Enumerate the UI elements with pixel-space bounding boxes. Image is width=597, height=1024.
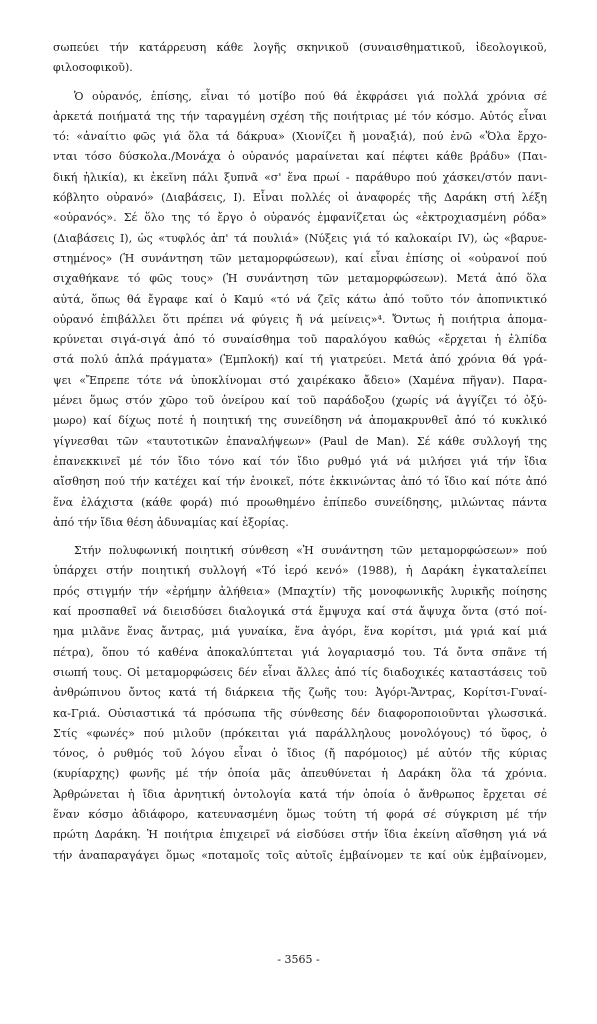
text-line: ἀνθρώπινου ὄντος κατά τή διάρκεια τῆς ζωῆς του: Ἀγόρι-Ἄντρας, Κορίτσι-Γυναί- xyxy=(53,686,547,700)
text-line: τόνος, ὁ ρυθμός τοῦ λόγου εἶναι ὁ ἴδιος (ἤ παρόμοιος) μέ αὐτόν τῆς κύριας xyxy=(53,747,547,761)
text-line: (Διαβάσεις Ι), ὡς «τυφλός ἀπ' τά πουλιά» (Νύξεις γιά τό καλοκαίρι IV), ὡς «βαρυε- xyxy=(53,231,547,245)
text-line: πρώτη Δαράκη. Ἡ ποιήτρια ἐπιχειρεῖ νά εἰσδύσει στήν ἴδια ἐκείνη αἴσθηση γιά νά xyxy=(53,828,547,842)
text-line: αὐτά, ὅπως θά ἔγραφε καί ὁ Καμύ «τό νά ζεῖς κάτω ἀπό τοῦτο τόν ἀποπνικτικό xyxy=(53,292,547,306)
text-line: Ἀρθρώνεται ἡ ἴδια ἀρνητική ὀντολογία κατά τήν ὁποία ὁ ἄνθρωπος ἔρχεται σέ xyxy=(53,787,547,801)
text-line: κρύνεται σιγά-σιγά ἀπό τό συναίσθημα τοῦ παραλόγου καθώς «ἔρχεται ἡ ἐλπίδα xyxy=(53,333,547,347)
text-line: ἀρκετά ποιήματά της τήν ταραγμένη σχέση τῆς ποιήτριας μέ τόν κόσμο. Αὐτός εἶναι xyxy=(53,109,547,123)
text-line: μωρο) καί δίχως ποτέ ἡ ποιητική της συνείδηση νά ἀπομακρυνθεῖ ἀπό τό κυκλικό xyxy=(53,414,547,428)
page-number: - 3565 - xyxy=(277,953,320,966)
text-line: «οὐρανός». Σέ ὅλο της τό ἔργο ὁ οὐρανός ἐμφανίζεται ὡς «ἐκτροχιασμένη ρόδα» xyxy=(53,211,547,225)
text-line: νται τόσο δύσκολα./Μονάχα ὁ οὐρανός μαραίνεται καί πέφτει κάθε βράδυ» (Παι- xyxy=(53,150,547,164)
text-line: Στίς «φωνές» πού μιλοῦν (πρόκειται γιά παράλληλους μονολόγους) τό ὕφος, ὁ xyxy=(53,726,547,740)
text-line: στά πολύ ἁπλά πράγματα» (Ἐμπλοκή) καί τή γιατρεύει. Μετά ἀπό χρόνια θά γρά- xyxy=(53,353,547,367)
text-line: καί προσπαθεῖ νά διεισδύσει διαλογικά στά ἔμψυχα καί στά ἄψυχα ὄντα (στό ποί- xyxy=(53,605,547,619)
text-line: ημα μιλᾶνε ἕνας ἄντρας, μιά γυναίκα, ἕνα ἀγόρι, ἕνα κορίτσι, μιά γριά καί μιά xyxy=(53,625,547,639)
text-line: πέτρα), ὅπου τό καθένα ἀποκαλύπτεται γιά λογαριασμό του. Τά ὄντα σπᾶνε τή xyxy=(53,645,547,659)
text-line: σιχαθήκανε τό φῶς τους» (Ἡ συνάντηση τῶν μεταμορφώσεων). Μετά ἀπό ὅλα xyxy=(53,272,547,286)
text-line: ἀπό τήν ἴδια θέση ἀδυναμίας καί ἐξορίας. xyxy=(53,515,289,529)
paragraph-1 xyxy=(53,38,547,79)
text-line: τό: «ἀναίτιο φῶς γιά ὅλα τά δάκρυα» (Χιονίζει ἤ μοναξιά), πού ἐνῶ «Ὅλα ἔρχο- xyxy=(53,130,547,144)
text-line: ψει «Ἔπρεπε τότε νά ὑποκλίνομαι στό χαιρέκακο ἄδειο» (Χαμένα πῆγαν). Παρα- xyxy=(53,373,547,387)
text-line: οὐρανό ἐπιβάλλει ὅτι πρέπει νά φύγεις ἤ νά μείνεις»⁴. Ὄντως ἡ ποιήτρια ἀπομα- xyxy=(53,312,547,326)
text-line: σιωπή τους. Οἱ μεταμορφώσεις δέν εἶναι ἄλλες ἀπό τίς διαδοχικές καταστάσεις τοῦ xyxy=(53,665,547,679)
text-line: στημένος» (Ἡ συνάντηση τῶν μεταμορφώσεων), καί εἶναι ἐπίσης οἱ «οὐρανοί πού xyxy=(53,251,547,265)
text-line: κόβλητο οὐρανό» (Διαβάσεις, Ι). Εἶναι πολλές οἱ ἀναφορές τῆς Δαράκη στή λέξη xyxy=(53,191,547,205)
text-line: φιλοσοφικοῦ). xyxy=(53,61,133,75)
text-line: σωπεύει τήν κατάρρευση κάθε λογῆς σκηνικοῦ (συναισθηματικοῦ, ἰδεολογικοῦ, xyxy=(53,41,547,54)
text-line: δική ἡλικία), κι ἐκεῖνη πάλι ξυπνᾶ «σ' ἕνα πρωί - παράθυρο πού χάσκει/στόν πανι- xyxy=(53,170,547,184)
text-line: ἕναν κόσμο ἀδιάφορο, κατευνασμένη ὅμως τούτη τή φορά σέ σύγκριση μέ τήν xyxy=(53,807,547,821)
paragraph-3 xyxy=(53,541,547,866)
text-line: πρός στιγμήν τήν «ἐρήμην ἀλήθεια» (Μπαχτίν) τῆς μονοφωνικῆς λυρικῆς ποίησης xyxy=(53,584,547,598)
text-line: ἕνα ἐλάχιστα (κάθε φορά) πιό προωθημένο ἐπίπεδο συνείδησης, μιλώντας πάντα xyxy=(53,495,547,509)
document-body xyxy=(53,38,547,866)
text-line: Ὁ οὐρανός, ἐπίσης, εἶναι τό μοτίβο πού θά ἐκφράσει γιά πολλά χρόνια σέ xyxy=(74,89,547,103)
text-line: αἴσθηση πού τήν κατέχει καί τήν ἐνοικεῖ, πότε ἐκκινώντας ἀπό τό ἴδιο καί πότε ἀπό xyxy=(53,475,547,489)
text-line: μένει ὅμως στόν χῶρο τοῦ ὀνείρου καί τοῦ παράδοξου (χωρίς νά ἀγγίζει τό ὀξύ- xyxy=(53,394,547,408)
text-line: τήν ἀναπαραγάγει ὅμως «ποταμοῖς τοῖς αὐτοῖς ἐμβαίνομεν τε καί οὐκ ἐμβαίνομεν, xyxy=(53,848,547,862)
text-line: κα-Γριά. Οὐσιαστικά τά πρόσωπα τῆς σύνθεσης δέν διαφοροποιοῦνται γλωσσικά. xyxy=(53,706,547,720)
text-line: (κυρίαρχης) φωνῆς μέ τήν ὁποία μᾶς ἀπευθύνεται ἡ Δαράκη ὅλα τά χρόνια. xyxy=(53,767,547,781)
text-line: Στήν πολυφωνική ποιητική σύνθεση «Ἡ συνάντηση τῶν μεταμορφώσεων» πού xyxy=(74,544,547,558)
text-line: ὑπάρχει στήν ποιητική συλλογή «Τό ἱερό κενό» (1988), ἡ Δαράκη ἐγκαταλείπει xyxy=(53,564,547,578)
paragraph-2 xyxy=(53,87,547,534)
text-line: ἐπανεκκινεῖ μέ τόν ἴδιο τόνο καί τόν ἴδιο ρυθμό γιά νά μιλήσει γιά τήν ἴδια xyxy=(53,454,547,468)
text-line: γίγνεσθαι τῶν «ταυτοτικῶν ἐπαναλήψεων» (Paul de Man). Σέ κάθε συλλογή της xyxy=(53,434,547,448)
